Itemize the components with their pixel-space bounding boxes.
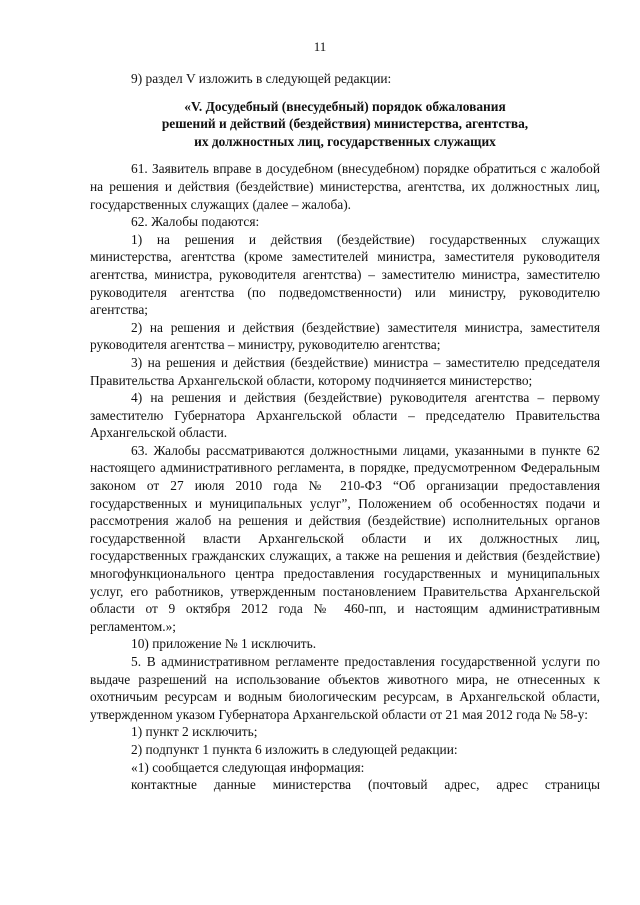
paragraph-item-10: 10) приложение № 1 исключить.	[131, 636, 317, 652]
section-heading-line: «V. Досудебный (внесудебный) порядок обжалования	[184, 98, 506, 114]
paragraph-contact-data: контактные данные министерства (почтовый адрес, адрес страницы	[131, 777, 600, 793]
paragraph-61: 61. Заявитель вправе в досудебном (внесудебном) порядке обратиться с жалобой на решения и действия (бездействие) министерства, агентства, их должностных лиц, государственных служащих (далее – жалоба).	[90, 161, 600, 212]
section-heading-line: решений и действий (бездействия) министерства, агентства,	[161, 116, 529, 132]
paragraph-quoted-item-1: «1) сообщается следующая информация:	[131, 759, 365, 775]
paragraph-section-5-item-2: 2) подпункт 1 пункта 6 изложить в следующей редакции:	[131, 741, 458, 757]
section-heading-line: их должностных лиц, государственных служащих	[194, 133, 496, 149]
paragraph-62-item-2: 2) на решения и действия (бездействие) заместителя министра, заместителя руководителя агентства – министру, руководителю агентства;	[90, 319, 600, 353]
paragraph-62-item-3: 3) на решения и действия (бездействие) министра – заместителю председателя Правительства Архангельской области, которому подчиняется министерство;	[90, 354, 600, 388]
paragraph-62-item-1: 1) на решения и действия (бездействие) государственных служащих министерства, агентства (кроме заместителей министра, заместителя руководителя агентства, министра, руководителя агентства) – заместителю министра, заместителю руководителя агентства (по подведомственности) или министру, руководителю агентства;	[90, 231, 600, 318]
paragraph-62-item-4: 4) на решения и действия (бездействие) руководителя агентства – первому заместителю Губернатора Архангельской области – председателю Правительства Архангельской области.	[90, 390, 600, 441]
page-number: 11	[313, 39, 327, 54]
section-heading	[90, 98, 600, 151]
document-body	[90, 70, 600, 794]
paragraph-section-5-item-1: 1) пункт 2 исключить;	[131, 724, 258, 740]
paragraph-intro: 9) раздел V изложить в следующей редакции:	[131, 71, 392, 86]
paragraph-62: 62. Жалобы подаются:	[131, 214, 260, 230]
paragraph-63: 63. Жалобы рассматриваются должностными лицами, указанными в пункте 62 настоящего административного регламента, в порядке, предусмотренном Федеральным законом от 27 июля 2010 года № 210-ФЗ “Об организации предоставления государственных и муниципальных услуг”, Положением об особенностях подачи и рассмотрения жалоб на решения и действия (бездействие) исполнительных органов государственной власти Архангельской области и их должностных лиц, государственных гражданских служащих, а также на решения и действия (бездействие) многофункционального центра предоставления государственных и муниципальных услуг, его работников, утвержденным постановлением Правительства Архангельской области от 9 октября 2012 года № 460-пп, и настоящим административным регламентом.»;	[90, 442, 600, 634]
paragraph-section-5: 5. В административном регламенте предоставления государственной услуги по выдаче разрешений на использование объектов животного мира, не отнесенных к охотничьим ресурсам и водным биологическим ресурсам, в Архангельской области, утвержденном указом Губернатора Архангельской области от 21 мая 2012 года № 58-у:	[90, 654, 600, 722]
